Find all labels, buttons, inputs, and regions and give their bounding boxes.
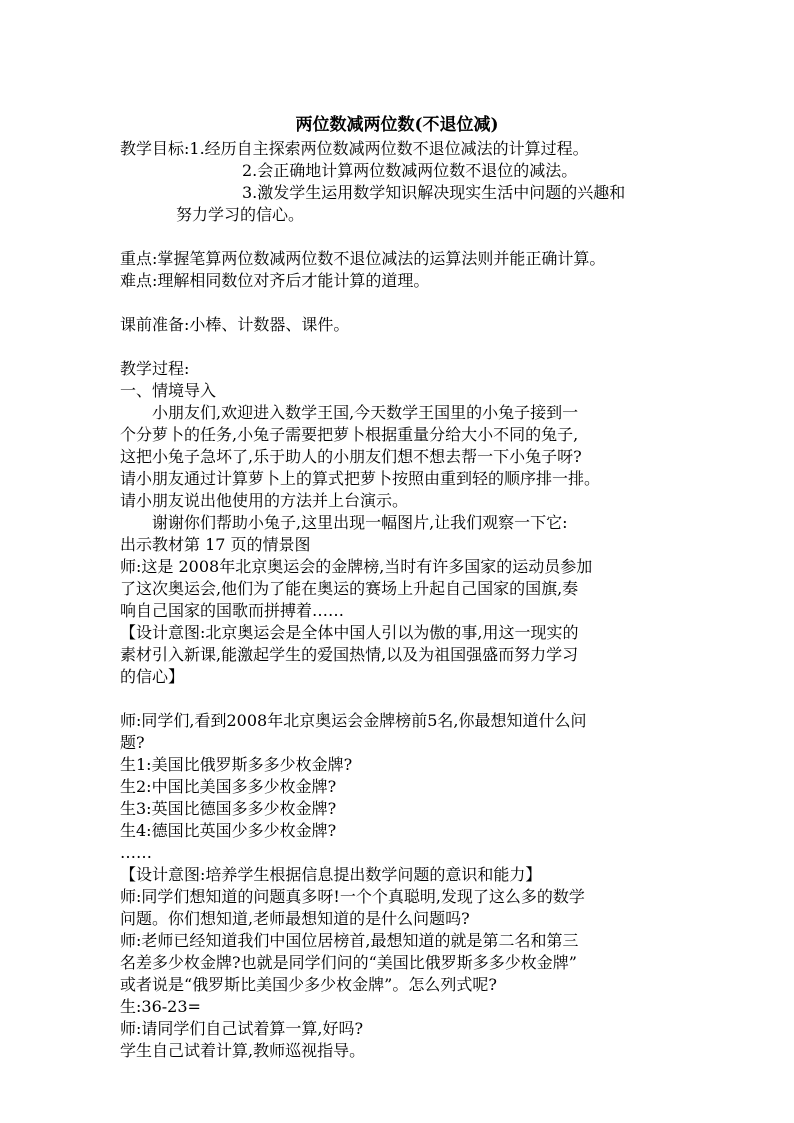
teacher-line: 了这次奥运会,他们为了能在奥运的赛场上升起自己国家的国旗,奏 xyxy=(120,579,579,598)
teacher-line: 名差多少枚金牌?也就是同学们问的“美国比俄罗斯多多少枚金牌” xyxy=(120,953,577,972)
para2-line: 出示教材第 17 页的情景图 xyxy=(120,535,311,554)
design-intent-line: 的信心】 xyxy=(120,667,185,686)
design-intent-line: 【设计意图:培养学生根据信息提出数学问题的意识和能力】 xyxy=(120,865,542,884)
design-intent-line: 素材引入新课,能激起学生的爱国热情,以及为祖国强盛而努力学习 xyxy=(120,645,579,664)
objective-item-3-line-1: 3.激发学生运用数学知识解决现实生活中问题的兴趣和 xyxy=(242,183,626,202)
closing-line: 学生自己试着计算,教师巡视指导。 xyxy=(120,1041,366,1060)
teacher-line: 问题。你们想知道,老师最想知道的是什么问题吗? xyxy=(120,909,470,928)
difficulty: 难点:理解相同数位对齐后才能计算的道理。 xyxy=(120,271,430,290)
objectives-line-1 xyxy=(120,138,589,160)
para1-line: 请小朋友说出他使用的方法并上台演示。 xyxy=(120,491,409,510)
student-line: 生4:德国比英国少多少枚金牌? xyxy=(120,821,337,840)
process-heading: 教学过程: xyxy=(120,359,190,378)
para1-line: 这把小兔子急坏了,乐于助人的小朋友们想不想去帮一下小兔子呀? xyxy=(120,447,582,466)
teacher-line: 师:这是 2008年北京奥运会的金牌榜,当时有许多国家的运动员参加 xyxy=(120,557,593,576)
objective-item-3-line-2: 努力学习的信心。 xyxy=(176,205,305,224)
teacher-line: 题? xyxy=(120,733,145,752)
teacher-line: 或者说是“俄罗斯比美国少多少枚金牌”。怎么列式呢? xyxy=(120,975,497,994)
ellipsis-line: …… xyxy=(120,843,152,862)
design-intent-line: 【设计意图:北京奥运会是全体中国人引以为傲的事,用这一现实的 xyxy=(120,623,579,642)
objective-item-1: 1.经历自主探索两位数减两位数不退位减法的计算过程。 xyxy=(189,139,589,158)
objectives-label: 教学目标: xyxy=(120,139,190,158)
teacher-line: 响自己国家的国歌而拼搏着…… xyxy=(120,601,345,620)
student-line: 生1:美国比俄罗斯多多少枚金牌? xyxy=(120,755,353,774)
para2-line: 谢谢你们帮助小兔子,这里出现一幅图片,让我们观察一下它: xyxy=(152,513,568,532)
teacher-line: 师:同学们,看到2008年北京奥运会金牌榜前5名,你最想知道什么问 xyxy=(120,711,587,730)
student-line: 生2:中国比美国多多少枚金牌? xyxy=(120,777,337,796)
student-answer: 生:36-23= xyxy=(120,997,201,1016)
para1-line: 个分萝卜的任务,小兔子需要把萝卜根据重量分给大小不同的兔子, xyxy=(120,425,579,444)
teacher-line: 师:请同学们自己试着算一算,好吗? xyxy=(120,1019,364,1038)
objective-item-2: 2.会正确地计算两位数减两位数不退位的减法。 xyxy=(242,161,578,180)
para1-line: 请小朋友通过计算萝卜上的算式把萝卜按照由重到轻的顺序排一排。 xyxy=(120,469,601,488)
key-point: 重点:掌握笔算两位数减两位数不退位减法的运算法则并能正确计算。 xyxy=(120,249,606,268)
section-1-heading: 一、情境导入 xyxy=(120,381,217,400)
student-line: 生3:英国比德国多多少枚金牌? xyxy=(120,799,337,818)
teacher-line: 师:老师已经知道我们中国位居榜首,最想知道的就是第二名和第三 xyxy=(120,931,579,950)
preparation: 课前准备:小棒、计数器、课件。 xyxy=(120,315,350,334)
page-title: 两位数减两位数(不退位减) xyxy=(295,115,499,135)
teacher-line: 师:同学们想知道的问题真多呀!一个个真聪明,发现了这么多的数学 xyxy=(120,887,585,906)
para1-line: 小朋友们,欢迎进入数学王国,今天数学王国里的小兔子接到一 xyxy=(152,403,579,422)
